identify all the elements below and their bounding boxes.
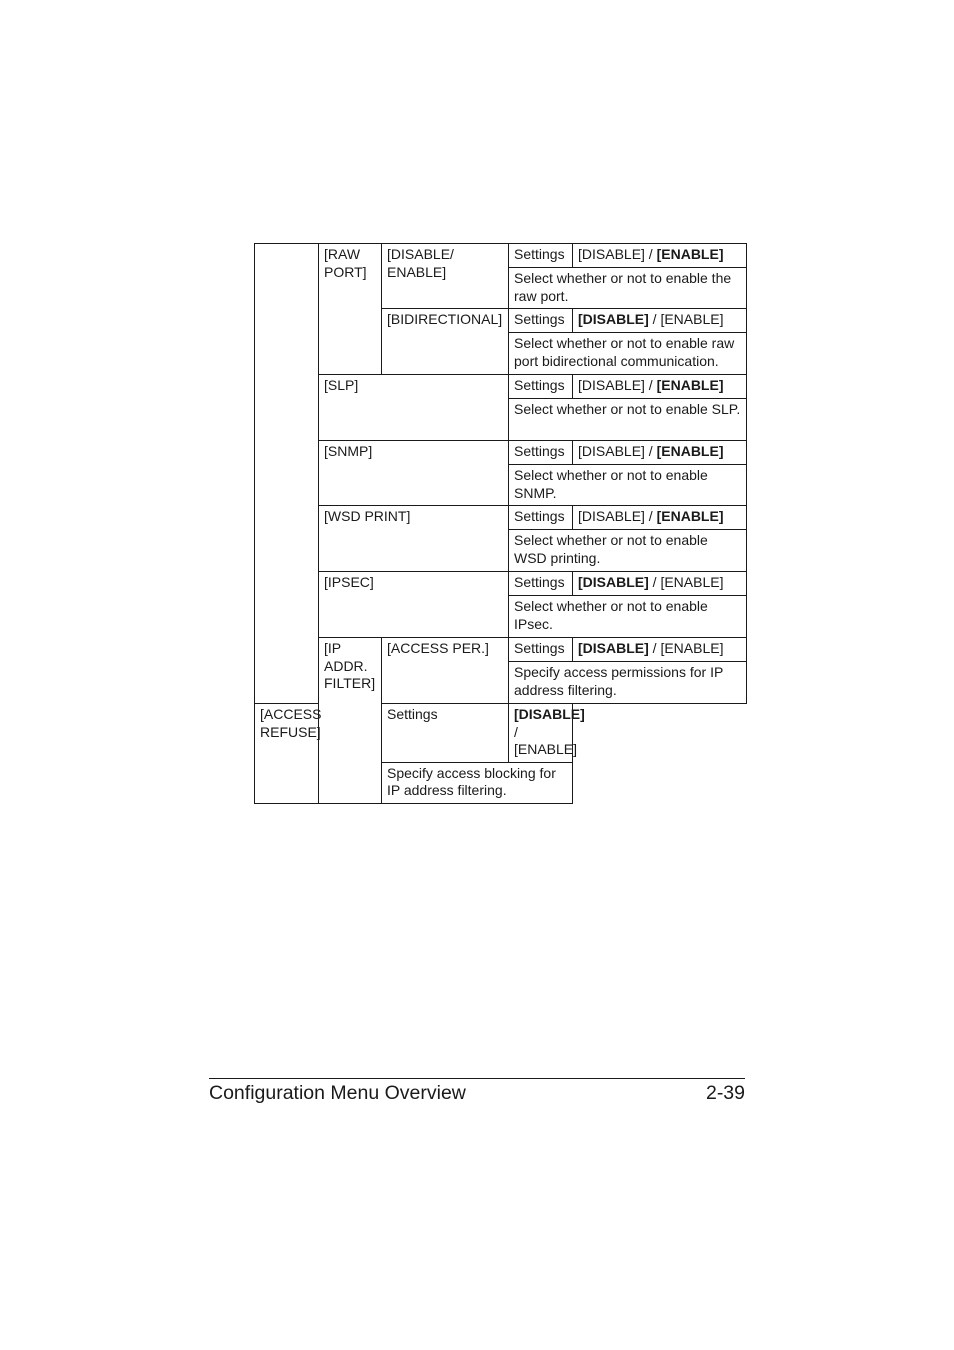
settings-label: Settings [509, 638, 573, 662]
access-refuse-description: Specify access blocking for IP address filtering. [382, 762, 573, 803]
settings-label: Settings [509, 441, 573, 465]
settings-value: [DISABLE] / [ENABLE] [573, 572, 747, 596]
access-refuse-label: [ACCESS REFUSE] [255, 704, 319, 804]
footer-divider [209, 1078, 745, 1079]
settings-value: [DISABLE] / [ENABLE] [573, 309, 747, 333]
settings-value: [DISABLE] / [ENABLE] [573, 638, 747, 662]
snmp-description: Select whether or not to enable SNMP. [509, 465, 747, 506]
access-per-label: [ACCESS PER.] [382, 638, 509, 704]
ipsec-description: Select whether or not to enable IPsec. [509, 596, 747, 638]
disable-enable-description: Select whether or not to enable the raw port. [509, 268, 747, 309]
disable-enable-label: [DISABLE/ ENABLE] [382, 244, 509, 309]
wsd-print-label: [WSD PRINT] [319, 506, 509, 572]
raw-port-label: [RAW PORT] [319, 244, 382, 375]
page-number: 2-39 [705, 1082, 745, 1104]
slp-label: [SLP] [319, 375, 509, 441]
settings-label: Settings [509, 506, 573, 530]
bidirectional-description: Select whether or not to enable raw port bidirectional communication. [509, 333, 747, 375]
parent-menu-cell [255, 244, 319, 704]
ipsec-label: [IPSEC] [319, 572, 509, 638]
settings-value: [DISABLE] / [ENABLE] [509, 704, 573, 763]
settings-label: Settings [509, 244, 573, 268]
slp-description: Select whether or not to enable SLP. [509, 399, 747, 441]
wsd-print-description: Select whether or not to enable WSD printing. [509, 530, 747, 572]
access-per-description: Specify access permissions for IP address filtering. [509, 662, 747, 704]
settings-label: Settings [509, 572, 573, 596]
settings-value: [DISABLE] / [ENABLE] [573, 244, 747, 268]
footer-title: Configuration Menu Overview [209, 1082, 466, 1104]
settings-label: Settings [509, 375, 573, 399]
settings-value: [DISABLE] / [ENABLE] [573, 506, 747, 530]
config-menu-table [254, 243, 747, 804]
settings-value: [DISABLE] / [ENABLE] [573, 375, 747, 399]
snmp-label: [SNMP] [319, 441, 509, 506]
settings-label: Settings [509, 309, 573, 333]
bidirectional-label: [BIDIRECTIONAL] [382, 309, 509, 375]
settings-value: [DISABLE] / [ENABLE] [573, 441, 747, 465]
settings-label: Settings [382, 704, 509, 763]
ip-filter-label: [IP ADDR. FILTER] [319, 638, 382, 804]
